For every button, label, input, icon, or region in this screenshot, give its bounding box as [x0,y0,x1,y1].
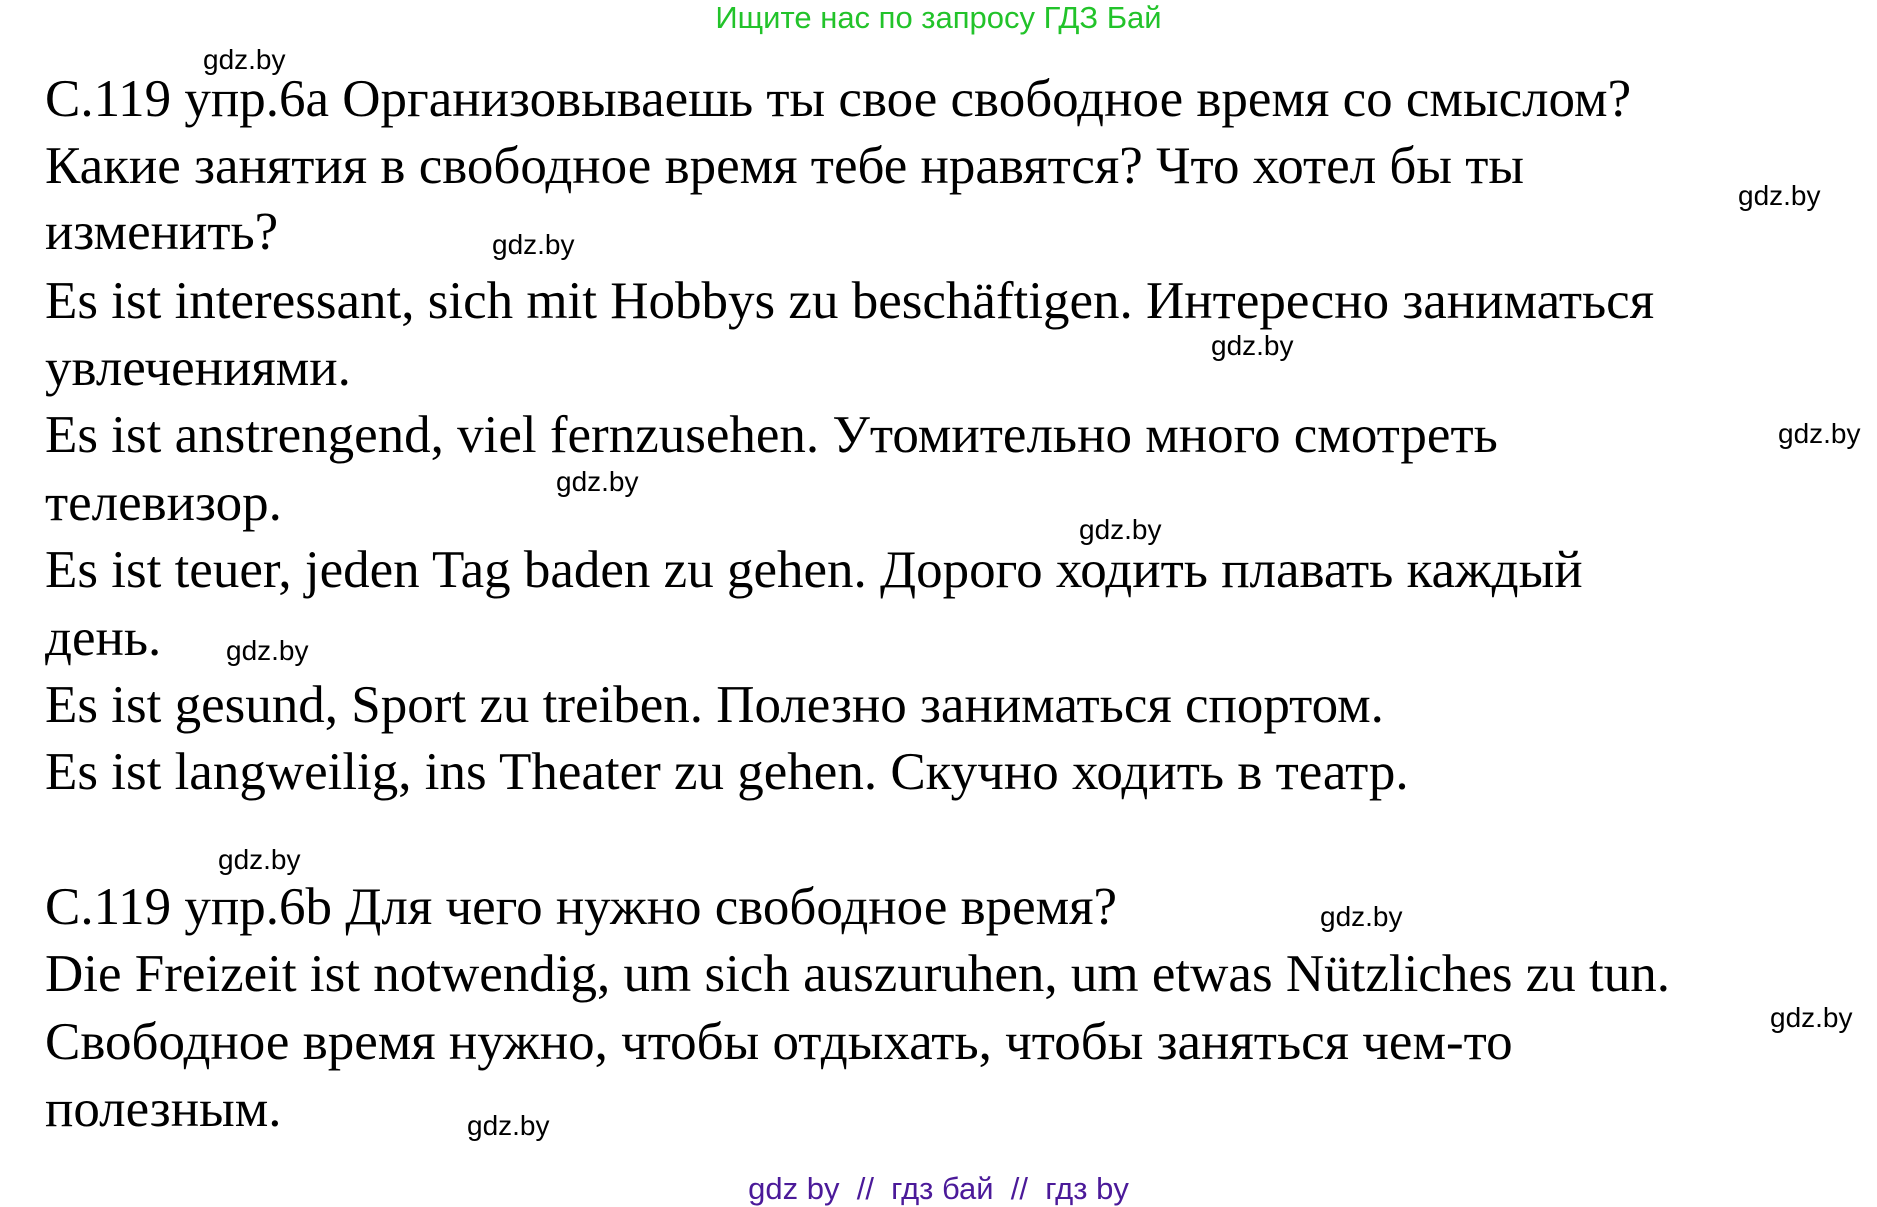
footer-links: gdz by // гдз бай // гдз by [748,1171,1129,1206]
text-line: Die Freizeit ist notwendig, um sich auszuruhen, um etwas Nützliches zu tun. [45,945,1670,1003]
search-hint-banner: Ищите нас по запросу ГДЗ Бай [715,0,1162,35]
watermark: gdz.by [492,229,575,260]
watermark: gdz.by [1778,418,1861,449]
watermark: gdz.by [556,466,639,497]
text-line: Свободное время нужно, чтобы отдыхать, чтобы заняться чем-то [45,1013,1513,1071]
text-line: Es ist interessant, sich mit Hobbys zu beschäftigen. Интересно заниматься [45,272,1655,330]
text-line: день. [45,609,162,667]
watermark: gdz.by [1320,901,1403,932]
exercise-6a-title: С.119 упр.6a Организовываешь ты свое свободное время со смыслом? [45,70,1632,128]
watermark: gdz.by [1738,180,1821,211]
text-line: телевизор. [45,474,282,532]
text-line: увлечениями. [45,339,351,397]
text-line: Es ist gesund, Sport zu treiben. Полезно заниматься спортом. [45,676,1384,734]
text-line: полезным. [45,1080,282,1138]
watermark: gdz.by [1770,1002,1853,1033]
text-line: Какие занятия в свободное время тебе нравятся? Что хотел бы ты [45,137,1525,195]
text-line: изменить? [45,203,279,261]
watermark: gdz.by [467,1110,550,1141]
text-line: Es ist anstrengend, viel fernzusehen. Утомительно много смотреть [45,406,1498,464]
watermark: gdz.by [203,44,286,75]
text-line: Es ist teuer, jeden Tag baden zu gehen. Дорого ходить плавать каждый [45,541,1583,599]
watermark: gdz.by [218,844,301,875]
watermark: gdz.by [1079,514,1162,545]
watermark: gdz.by [226,635,309,666]
exercise-6b-title: С.119 упр.6b Для чего нужно свободное время? [45,878,1118,936]
watermark: gdz.by [1211,330,1294,361]
text-line: Es ist langweilig, ins Theater zu gehen. Скучно ходить в театр. [45,743,1409,801]
